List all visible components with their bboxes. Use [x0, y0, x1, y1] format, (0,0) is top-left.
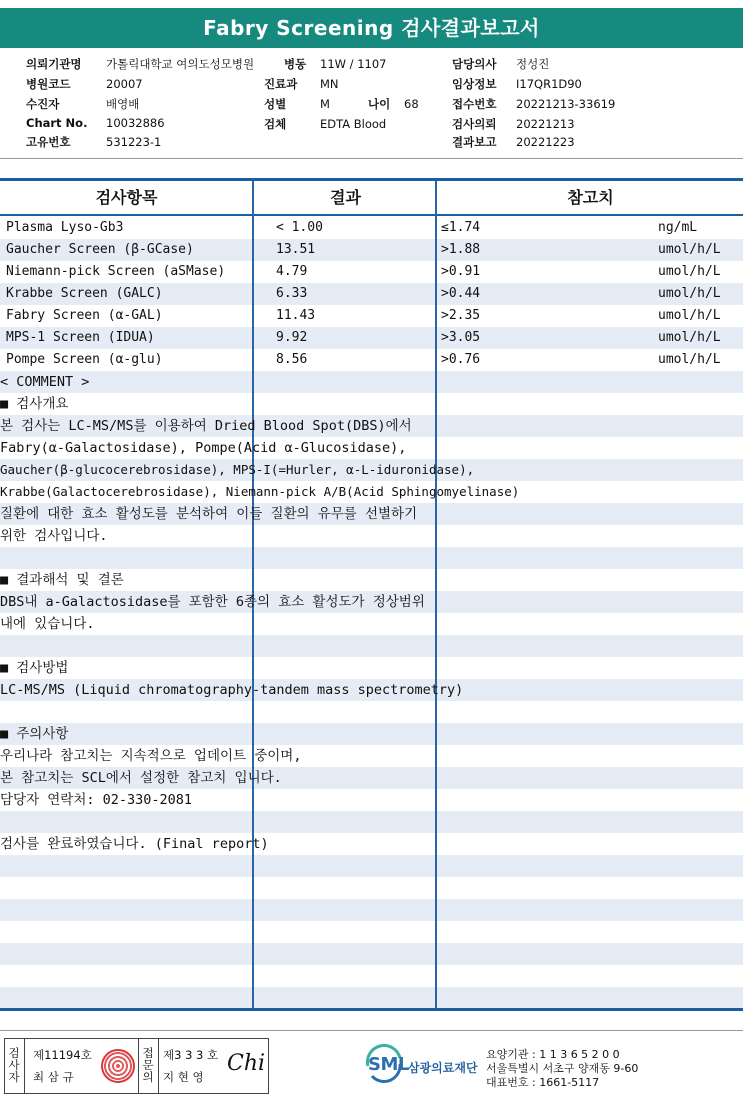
table-header-reference: 참고치: [567, 188, 614, 207]
header-value: 20007: [106, 77, 143, 91]
comment-line: ■ 주의사항: [0, 726, 69, 742]
test-result: 13.51: [276, 242, 316, 257]
ward-value: 11W / 1107: [320, 57, 387, 71]
org-info-line: 대표번호 : 1661-5117: [486, 1076, 600, 1089]
org-name: 삼광의료재단: [408, 1061, 478, 1075]
comment-line: < COMMENT >: [0, 374, 90, 390]
header-value: 20221213: [516, 117, 575, 131]
header-specimen: [264, 116, 386, 132]
org-info-line: 요양기관 : 1 1 3 6 5 2 0 0: [486, 1048, 620, 1061]
header-label: Chart No.: [26, 116, 88, 130]
table-header-test: 검사항목: [95, 188, 158, 207]
comment-line: 우리나라 참고치는 지속적으로 업데이트 중이며,: [0, 748, 302, 764]
table-row: [0, 327, 743, 349]
sex-label: 성별: [264, 97, 287, 111]
header-left-1: [26, 76, 143, 92]
table-header-result: 결과: [330, 188, 361, 207]
signature-box: [4, 1038, 269, 1094]
table-bottom-rule: [0, 1008, 743, 1011]
footer-divider: [0, 1030, 743, 1031]
table-row: [0, 261, 743, 283]
header-value: 배영배: [106, 97, 140, 111]
header-value: 531223-1: [106, 135, 162, 149]
specimen-value: EDTA Blood: [320, 117, 387, 131]
header-label: 병원코드: [26, 77, 71, 91]
header-ward: [284, 56, 386, 72]
comment-line: ■ 검사개요: [0, 396, 69, 412]
header-divider: [0, 158, 743, 159]
specimen-label: 검체: [264, 117, 287, 131]
header-value: 정성진: [516, 57, 550, 71]
header-right-3: [452, 116, 575, 132]
comment-line: 담당자 연락처: 02-330-2081: [0, 792, 193, 808]
reviewer-signature: Chi: [227, 1051, 266, 1076]
box-divider: [158, 1039, 159, 1093]
column-divider: [435, 181, 437, 1008]
test-unit: ng/mL: [658, 220, 698, 235]
test-reference: >3.05: [441, 330, 481, 345]
sex-value: M: [320, 97, 330, 111]
reviewer-license: 제3 3 3 호: [163, 1048, 219, 1062]
table-row: [0, 305, 743, 327]
header-label: 담당의사: [452, 57, 497, 71]
test-reference: >1.88: [441, 242, 481, 257]
comment-line: LC-MS/MS (Liquid chromatography-tandem mass spectrometry): [0, 682, 464, 698]
header-label: 검사의뢰: [452, 117, 497, 131]
test-name: Plasma Lyso-Gb3: [6, 220, 124, 235]
header-label: 임상정보: [452, 77, 497, 91]
header-value: 20221213-33619: [516, 97, 616, 111]
header-value: I17QR1D90: [516, 77, 582, 91]
test-result: 9.92: [276, 330, 308, 345]
test-unit: umol/h/L: [658, 352, 721, 367]
comment-line: 질환에 대한 효소 활성도를 분석하여 이들 질환의 유무를 선별하기: [0, 506, 418, 522]
header-left-0: [26, 56, 254, 72]
ward-label: 병동: [284, 57, 307, 71]
box-divider: [24, 1039, 25, 1093]
test-unit: umol/h/L: [658, 286, 721, 301]
test-name: Gaucher Screen (β-GCase): [6, 242, 194, 257]
header-value: 10032886: [106, 116, 165, 130]
test-reference: >2.35: [441, 308, 481, 323]
examiner-license: 제11194호: [33, 1048, 92, 1062]
box-divider: [138, 1039, 139, 1093]
header-label: 의뢰기관명: [26, 57, 82, 71]
header-right-1: [452, 76, 582, 92]
examiner-label: 검 사 자: [8, 1046, 20, 1084]
header-value: 가톨릭대학교 여의도성모병원: [106, 57, 255, 71]
report-title: Fabry Screening 검사결과보고서: [203, 16, 540, 40]
header-label: 고유번호: [26, 135, 71, 149]
test-result: 6.33: [276, 286, 308, 301]
comment-line: 본 참고치는 SCL에서 설정한 참고치 입니다.: [0, 770, 282, 786]
examiner-name: 최 삼 규: [33, 1070, 74, 1084]
comment-line: DBS내 a-Galactosidase를 포함한 6종의 효소 활성도가 정상범위: [0, 594, 425, 610]
test-name: Pompe Screen (α-glu): [6, 352, 163, 367]
reviewer-name: 지 현 영: [163, 1070, 204, 1084]
table-row: [0, 239, 743, 261]
header-value: 20221223: [516, 135, 575, 149]
header-right-2: [452, 96, 615, 112]
test-reference: >0.44: [441, 286, 481, 301]
comment-line: 본 검사는 LC-MS/MS를 이용하여 Dried Blood Spot(DBS)에서: [0, 418, 412, 434]
test-reference: >0.91: [441, 264, 481, 279]
table-row: [0, 217, 743, 239]
test-name: MPS-1 Screen (IDUA): [6, 330, 155, 345]
header-right-0: [452, 56, 549, 72]
header-sex: [264, 96, 419, 112]
header-left-4: [26, 134, 161, 150]
reviewer-label: 접 문 의: [142, 1046, 154, 1084]
header-label: 수진자: [26, 97, 60, 111]
header-left-3: [26, 116, 165, 130]
comment-line: ■ 결과해석 및 결론: [0, 572, 124, 588]
test-reference: ≤1.74: [441, 220, 481, 235]
table-row: [0, 349, 743, 371]
test-name: Fabry Screen (α-GAL): [6, 308, 163, 323]
table-header-rule: [0, 214, 743, 216]
dept-value: MN: [320, 77, 339, 91]
header-label: 접수번호: [452, 97, 497, 111]
table-row: [0, 283, 743, 305]
test-result: < 1.00: [276, 220, 323, 235]
test-name: Niemann-pick Screen (aSMase): [6, 264, 226, 279]
seal-stamp: [101, 1049, 135, 1083]
test-result: 4.79: [276, 264, 308, 279]
comment-line: Krabbe(Galactocerebrosidase), Niemann-pick A/B(Acid Sphingomyelinase): [0, 484, 520, 499]
test-unit: umol/h/L: [658, 242, 721, 257]
test-name: Krabbe Screen (GALC): [6, 286, 163, 301]
comment-line: ■ 검사방법: [0, 660, 69, 676]
header-label: 결과보고: [452, 135, 497, 149]
org-info-line: 서울특별시 서초구 양재동 9-60: [486, 1062, 639, 1075]
test-unit: umol/h/L: [658, 264, 721, 279]
test-reference: >0.76: [441, 352, 481, 367]
comment-line: 검사를 완료하였습니다. (Final report): [0, 836, 269, 852]
test-unit: umol/h/L: [658, 308, 721, 323]
age-label: 나이: [368, 97, 391, 111]
test-result: 11.43: [276, 308, 316, 323]
comment-line: Gaucher(β-glucocerebrosidase), MPS-I(=Hurler, α-L-iduronidase),: [0, 462, 475, 477]
dept-label: 진료과: [264, 77, 298, 91]
logo-text: SML: [368, 1054, 409, 1075]
header-dept: [264, 76, 339, 92]
comment-line: 위한 검사입니다.: [0, 528, 108, 544]
age-value: 68: [404, 97, 419, 111]
header-right-4: [452, 134, 575, 150]
header-left-2: [26, 96, 139, 112]
test-unit: umol/h/L: [658, 330, 721, 345]
comment-line: Fabry(α-Galactosidase), Pompe(Acid α-Glucosidase),: [0, 440, 407, 456]
test-result: 8.56: [276, 352, 308, 367]
comment-line: 내에 있습니다.: [0, 616, 95, 632]
